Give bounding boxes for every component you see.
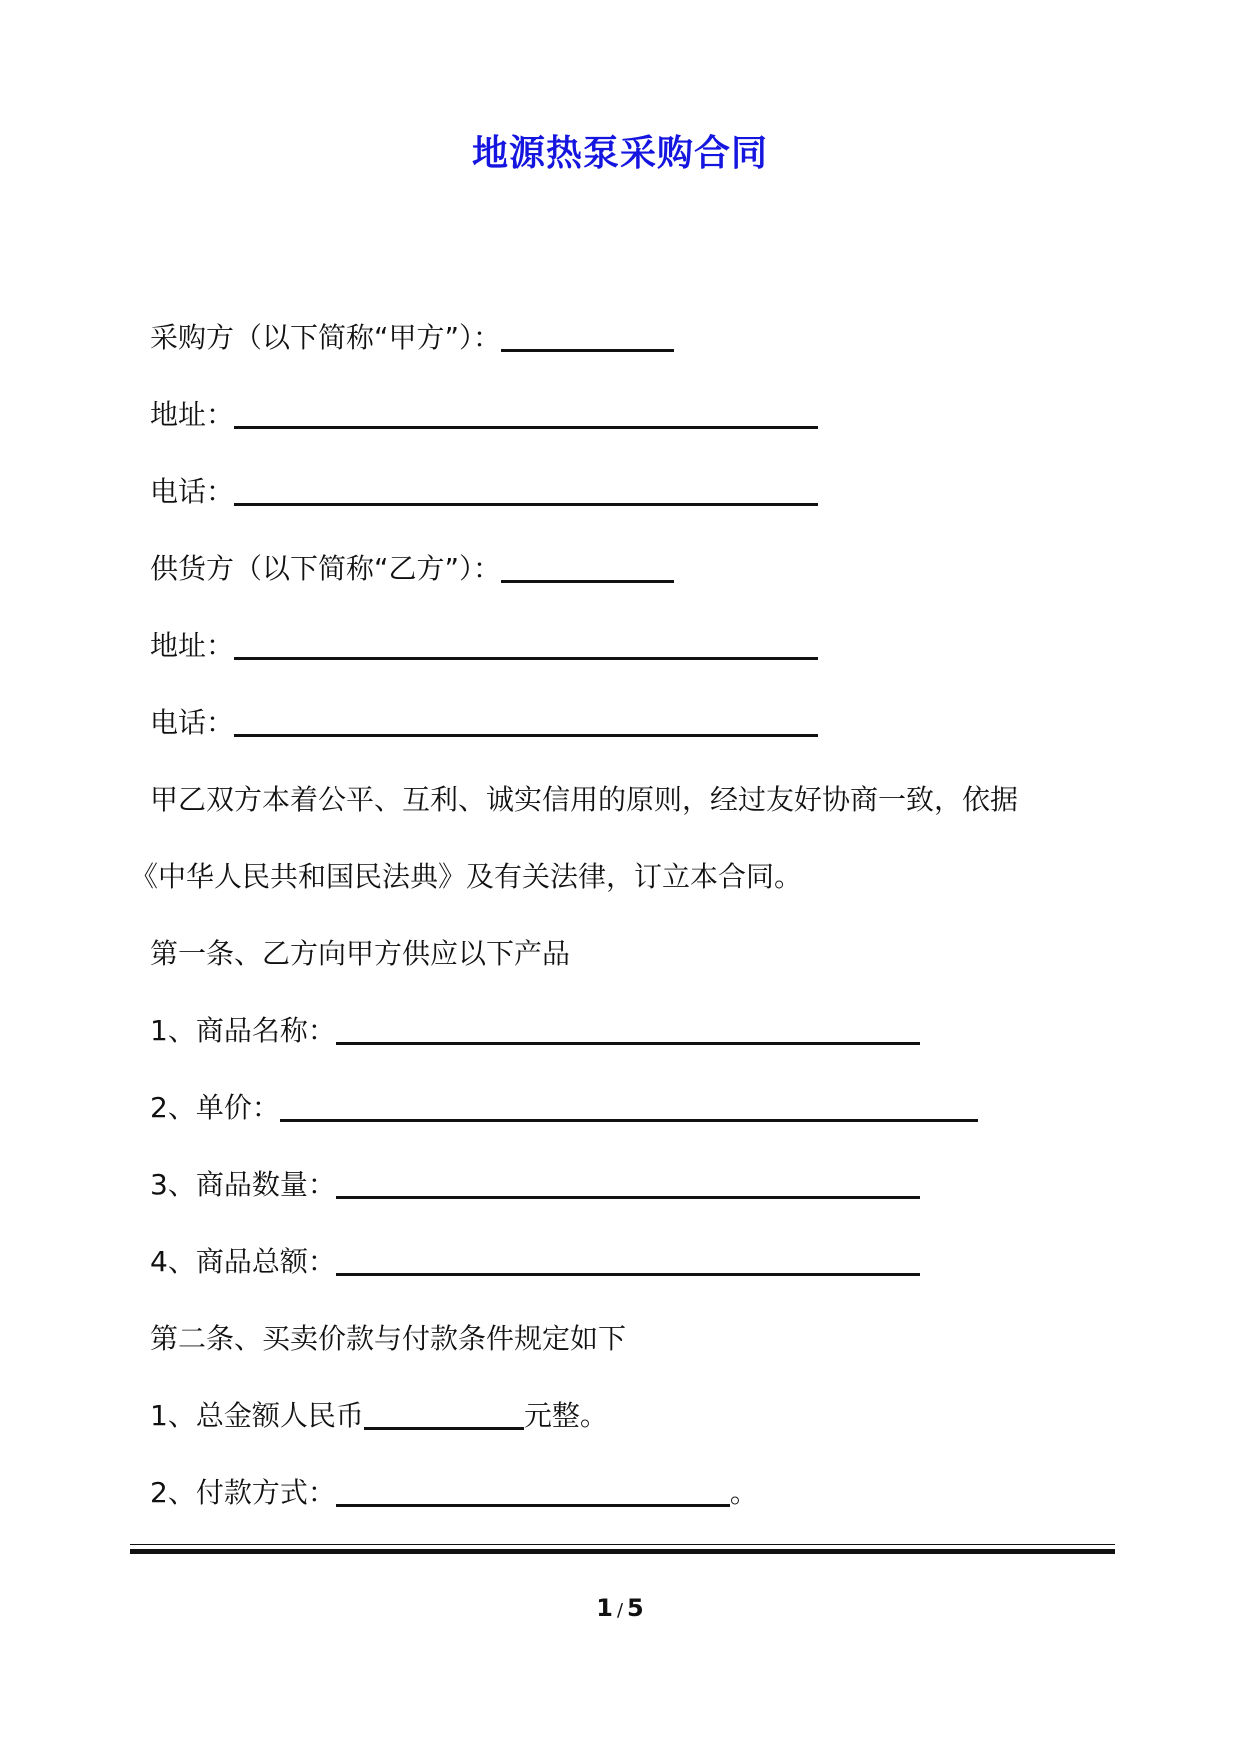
document-title: 地源热泵采购合同 [471,133,768,174]
article-1-item-2 [150,1088,978,1128]
buyer-phone-line [150,472,818,512]
total-amount-blank[interactable] [336,1243,920,1276]
unit-price-blank[interactable] [280,1089,978,1122]
total-rmb-prefix: 1、总金额人民币 [150,1399,364,1432]
seller-phone-blank[interactable] [234,704,818,737]
unit-price-label: 2、单价： [150,1091,280,1124]
seller-phone-label: 电话： [150,706,235,739]
seller-phone-line [150,703,818,743]
total-rmb-suffix: 元整。 [523,1399,608,1432]
footer-rule-thick [130,1549,1115,1554]
payment-method-suffix: 。 [729,1476,758,1509]
seller-line [150,549,674,589]
buyer-address-blank[interactable] [234,396,818,429]
quantity-blank[interactable] [336,1166,920,1199]
article-2-item-1 [150,1396,608,1436]
footer-rule-thin [130,1544,1115,1545]
seller-name-blank[interactable] [501,550,674,583]
buyer-line [150,318,674,358]
payment-method-blank[interactable] [336,1474,730,1507]
seller-address-line [150,626,818,666]
preamble-line-1: 甲乙双方本着公平、互利、诚实信用的原则，经过友好协商一致，依据 [150,783,1019,816]
article-2-heading: 第二条、买卖价款与付款条件规定如下 [150,1322,627,1355]
page-current: 1 [596,1594,613,1622]
buyer-label: 采购方（以下简称“甲方”）： [150,321,502,354]
buyer-address-label: 地址： [150,398,235,431]
seller-label: 供货方（以下简称“乙方”）： [150,552,502,585]
page-separator: / [616,1600,624,1621]
total-rmb-blank[interactable] [364,1397,524,1430]
buyer-name-blank[interactable] [501,319,674,352]
payment-method-prefix: 2、付款方式： [150,1476,336,1509]
article-1-item-4 [150,1242,920,1282]
buyer-phone-label: 电话： [150,475,235,508]
article-2-item-2 [150,1473,758,1513]
article-1-item-1 [150,1011,920,1051]
page-number [0,1594,1240,1622]
seller-address-blank[interactable] [234,627,818,660]
buyer-phone-blank[interactable] [234,473,818,506]
seller-address-label: 地址： [150,629,235,662]
quantity-label: 3、商品数量： [150,1168,336,1201]
buyer-address-line [150,395,818,435]
page-total: 5 [627,1594,644,1622]
total-amount-label: 4、商品总额： [150,1245,336,1278]
product-name-label: 1、商品名称： [150,1014,336,1047]
preamble-line-2: 《中华人民共和国民法典》及有关法律，订立本合同。 [130,860,803,893]
article-1-item-3 [150,1165,920,1205]
product-name-blank[interactable] [336,1012,920,1045]
article-1-heading: 第一条、乙方向甲方供应以下产品 [150,937,571,970]
